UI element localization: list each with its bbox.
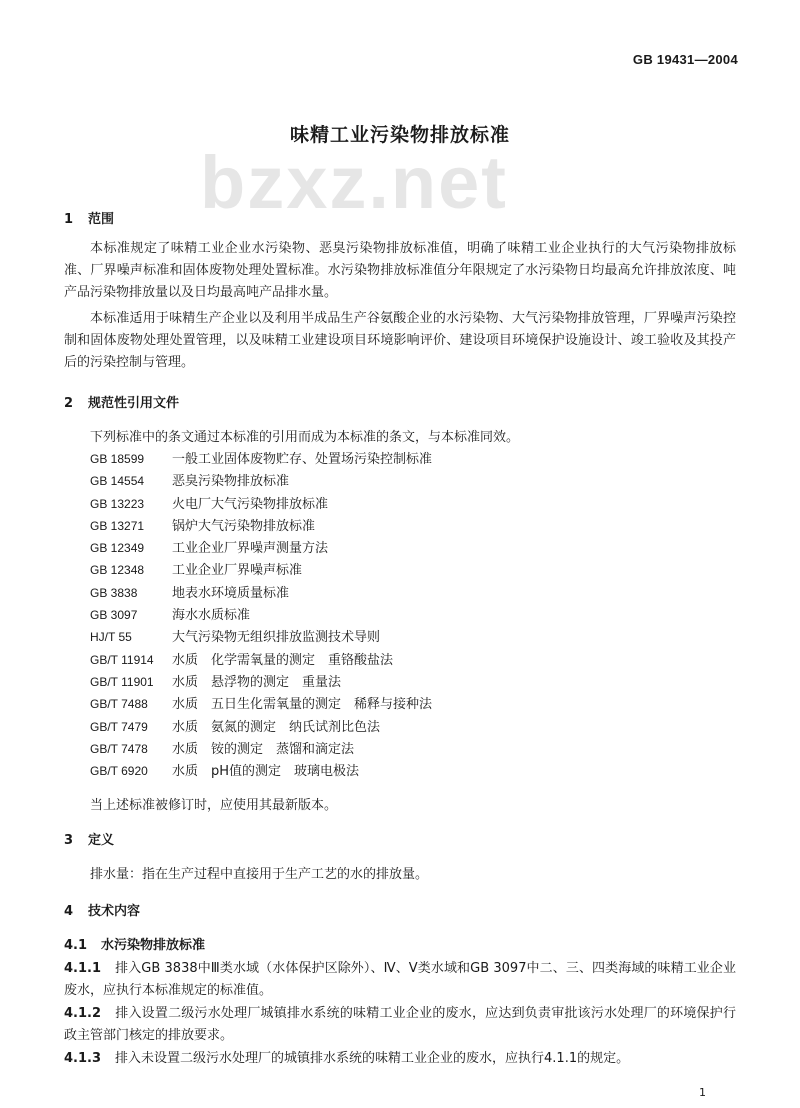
- reference-item: [90, 537, 432, 559]
- scope-paragraph-2: 本标准适用于味精生产企业以及利用半成品生产谷氨酸企业的水污染物、大气污染物排放管理，厂界噪声污染控制和固体废物处理处置管理，以及味精工业建设项目环境影响评价、建设项目环境保护设施设计、竣工验收及其投产后的污染控制与管理。: [64, 311, 736, 370]
- reference-code: GB/T 6920: [90, 764, 148, 779]
- reference-name: 水质 悬浮物的测定 重量法: [172, 674, 342, 690]
- reference-item: [90, 649, 432, 671]
- reference-name: 一般工业固体废物贮存、处置场污染控制标准: [172, 452, 433, 467]
- reference-name: 恶臭污染物排放标准: [172, 474, 290, 490]
- section-title: 范围: [88, 212, 115, 227]
- reference-name: 火电厂大气污染物排放标准: [172, 496, 329, 512]
- clause-number: 4.1.1: [64, 961, 102, 976]
- reference-code: GB 13271: [90, 518, 145, 533]
- subsection-4-1-heading: [64, 934, 205, 953]
- section-1-heading: [64, 208, 114, 227]
- clause-text: 排入GB 3838中Ⅲ类水域（水体保护区除外）、Ⅳ、Ⅴ类水域和GB 3097中二、三、四类海域的味精工业企业废水，应执行本标准规定的标准值。: [64, 961, 736, 998]
- reference-name: 大气污染物无组织排放监测技术导则: [172, 630, 381, 646]
- reference-name: 海水水质标准: [172, 608, 251, 624]
- standard-code: GB 19431—2004: [632, 52, 738, 67]
- reference-name: 水质 氨氮的测定 纳氏试剂比色法: [172, 719, 381, 735]
- reference-code: GB 3838: [90, 585, 138, 600]
- page-number: 1: [699, 1086, 706, 1099]
- reference-item: [90, 604, 432, 626]
- reference-item: [90, 582, 432, 604]
- references-intro: 下列标准中的条文通过本标准的引用而成为本标准的条文，与本标准同效。: [90, 430, 520, 445]
- clause-number: 4.1.3: [64, 1051, 102, 1066]
- reference-code: GB 12349: [90, 541, 145, 556]
- reference-code: GB 14554: [90, 474, 145, 489]
- reference-code: GB/T 7479: [90, 719, 148, 734]
- clause-4-1-2: [64, 1003, 736, 1047]
- document-title: 味精工业污染物排放标准: [289, 124, 510, 146]
- reference-item: [90, 716, 432, 738]
- reference-code: GB/T 7478: [90, 741, 148, 756]
- reference-name: 工业企业厂界噪声标准: [172, 563, 303, 579]
- scope-paragraph-1: 本标准规定了味精工业企业水污染物、恶臭污染物排放标准值，明确了味精工业企业执行的大气污染物排放标准、厂界噪声标准和固体废物处理处置标准。水污染物排放标准值分年限规定了水污染物日均最高允许排放浓度、吨产品污染物排放量以及日均最高吨产品排水量。: [64, 241, 736, 300]
- clause-4-1-3: [64, 1048, 736, 1070]
- reference-item: [90, 738, 432, 760]
- reference-code: GB/T 11901: [90, 674, 154, 689]
- section-2-heading: [64, 392, 179, 411]
- references-closing: 当上述标准被修订时，应使用其最新版本。: [90, 798, 338, 813]
- reference-item: [90, 493, 432, 515]
- reference-name: 水质 铵的测定 蒸馏和滴定法: [172, 741, 355, 757]
- section-3-heading: [64, 829, 114, 848]
- reference-item: [90, 671, 432, 693]
- section-4-heading: [64, 900, 140, 919]
- reference-code: GB 12348: [90, 563, 145, 578]
- section-title: 规范性引用文件: [88, 396, 180, 411]
- definition-text: 排水量：指在生产过程中直接用于生产工艺的水的排放量。: [90, 867, 429, 882]
- section-title: 技术内容: [88, 904, 141, 919]
- reference-name: 水质 五日生化需氧量的测定 稀释与接种法: [172, 697, 433, 713]
- reference-item: [90, 693, 432, 715]
- reference-list: [90, 448, 432, 782]
- subsection-title: 水污染物排放标准: [101, 938, 206, 953]
- section-title: 定义: [88, 833, 115, 848]
- reference-code: HJ/T 55: [90, 630, 132, 645]
- reference-code: GB 3097: [90, 608, 138, 623]
- clause-text: 排入设置二级污水处理厂城镇排水系统的味精工业企业的废水，应达到负责审批该污水处理厂的环境保护行政主管部门核定的排放要求。: [64, 1006, 736, 1043]
- clause-number: 4.1.2: [64, 1006, 102, 1021]
- reference-code: GB 13223: [90, 496, 145, 511]
- reference-item: [90, 760, 432, 782]
- reference-code: GB 18599: [90, 452, 145, 466]
- section-number: 3: [64, 833, 74, 848]
- subsection-number: 4.1: [64, 938, 88, 953]
- reference-name: 水质 pH值的测定 玻璃电极法: [172, 764, 360, 780]
- reference-item: [90, 470, 432, 492]
- reference-code: GB/T 11914: [90, 652, 154, 667]
- reference-item: [90, 626, 432, 648]
- reference-item: [90, 559, 432, 581]
- watermark: bzxz.net: [200, 141, 508, 224]
- reference-name: 锅炉大气污染物排放标准: [172, 518, 316, 534]
- reference-name: 工业企业厂界噪声测量方法: [172, 541, 329, 557]
- section-number: 2: [64, 396, 74, 411]
- section-number: 4: [64, 904, 74, 919]
- clause-text: 排入未设置二级污水处理厂的城镇排水系统的味精工业企业的废水，应执行4.1.1的规定。: [115, 1051, 630, 1066]
- reference-name: 水质 化学需氧量的测定 重铬酸盐法: [172, 652, 394, 668]
- reference-item: [90, 448, 432, 470]
- reference-item: [90, 515, 432, 537]
- reference-name: 地表水环境质量标准: [172, 585, 290, 601]
- section-number: 1: [64, 212, 74, 227]
- reference-code: GB/T 7488: [90, 697, 148, 712]
- clause-4-1-1: [64, 958, 736, 1002]
